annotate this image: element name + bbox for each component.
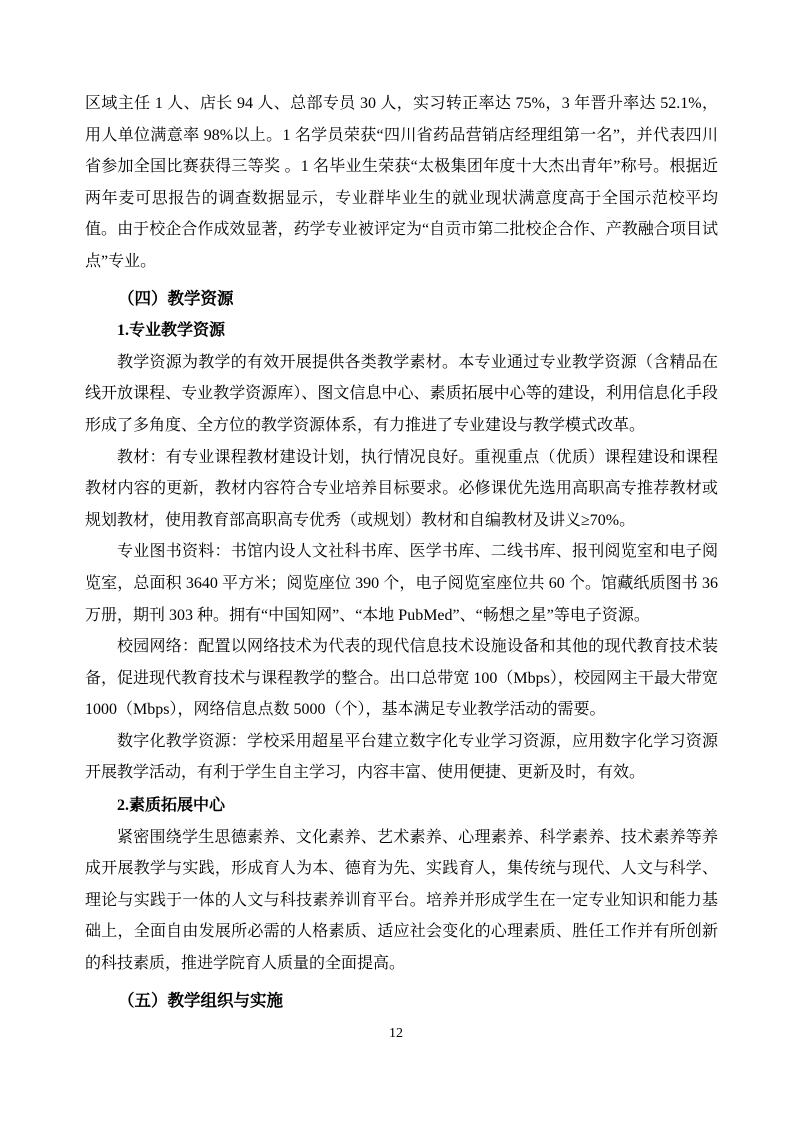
section-heading-teaching-resources: （四）教学资源 bbox=[118, 288, 234, 308]
paragraph-textbooks: 教材：有专业课程教材建设计划，执行情况良好。重视重点（优质）课程建设和课程教材内容的更新，教材内容符合专业培养目标要求。必修课优先选用高职高专推荐教材或规划教材，使用教育部高职高专优秀（或规划）教材和自编教材及讲义≥70%。 bbox=[85, 448, 718, 529]
page-number: 12 bbox=[389, 1026, 403, 1041]
section-heading-teaching-organization: （五）教学组织与实施 bbox=[118, 990, 283, 1010]
paragraph-teaching-resources: 教学资源为教学的有效开展提供各类教学素材。本专业通过专业教学资源（含精品在线开放课程、专业教学资源库）、图文信息中心、素质拓展中心等的建设，利用信息化手段形成了多角度、全方位的教学资源体系，有力推进了专业建设与教学模式改革。 bbox=[85, 353, 718, 434]
document-body bbox=[85, 88, 718, 1016]
paragraph-library-materials: 专业图书资料：书馆内设人文社科书库、医学书库、二线书库、报刊阅览室和电子阅览室，总面积 3640 平方米；阅览座位 390 个，电子阅览室座位共 60 个。馆藏纸质图书 36 万册，期刊 303 种。拥有“中国知网”、“本地 PubMed”、“畅想之星”等电子资源。 bbox=[85, 543, 718, 624]
paragraph-quality-development-center: 紧密围绕学生思德素养、文化素养、艺术素养、心理素养、科学素养、技术素养等养成开展教学与实践，形成育人为本、德育为先、实践育人，集传统与现代、人文与科学、理论与实践于一体的人文与科技素养训育平台。培养并形成学生在一定专业知识和能力基础上，全面自由发展所必需的人格素质、适应社会变化的心理素质、胜任工作并有所创新的科技素质，推进学院育人质量的全面提高。 bbox=[85, 828, 718, 973]
paragraph-employment-continuation: 区域主任 1 人、店长 94 人、总部专员 30 人，实习转正率达 75%，3 年晋升率达 52.1%，用人单位满意率 98%以上。1 名学员荣获“四川省药品营销店经理组第一名”，并代表四川省参加全国比赛获得三等奖 。1 名毕业生荣获“太极集团年度十大杰出青年”称号。根据近两年麦可思报告的调查数据显示，专业群毕业生的就业现状满意度高于全国示范校平均值。由于校企合作成效显著，药学专业被评定为“自贡市第二批校企合作、产教融合项目试点”专业。 bbox=[85, 95, 718, 270]
paragraph-campus-network: 校园网络：配置以网络技术为代表的现代信息技术设施设备和其他的现代教育技术装备，促进现代教育技术与课程教学的整合。出口总带宽 100（Mbps），校园网主干最大带宽 1000（Mbps），网络信息点数 5000（个），基本满足专业教学活动的需要。 bbox=[85, 638, 718, 719]
paragraph-digital-teaching-resources: 数字化教学资源：学校采用超星平台建立数字化专业学习资源，应用数字化学习资源开展教学活动，有利于学生自主学习，内容丰富、使用便捷、更新及时，有效。 bbox=[85, 732, 718, 782]
subheading-quality-development-center: 2.素质拓展中心 bbox=[117, 797, 226, 815]
subheading-professional-teaching-resources: 1.专业教学资源 bbox=[117, 322, 226, 340]
